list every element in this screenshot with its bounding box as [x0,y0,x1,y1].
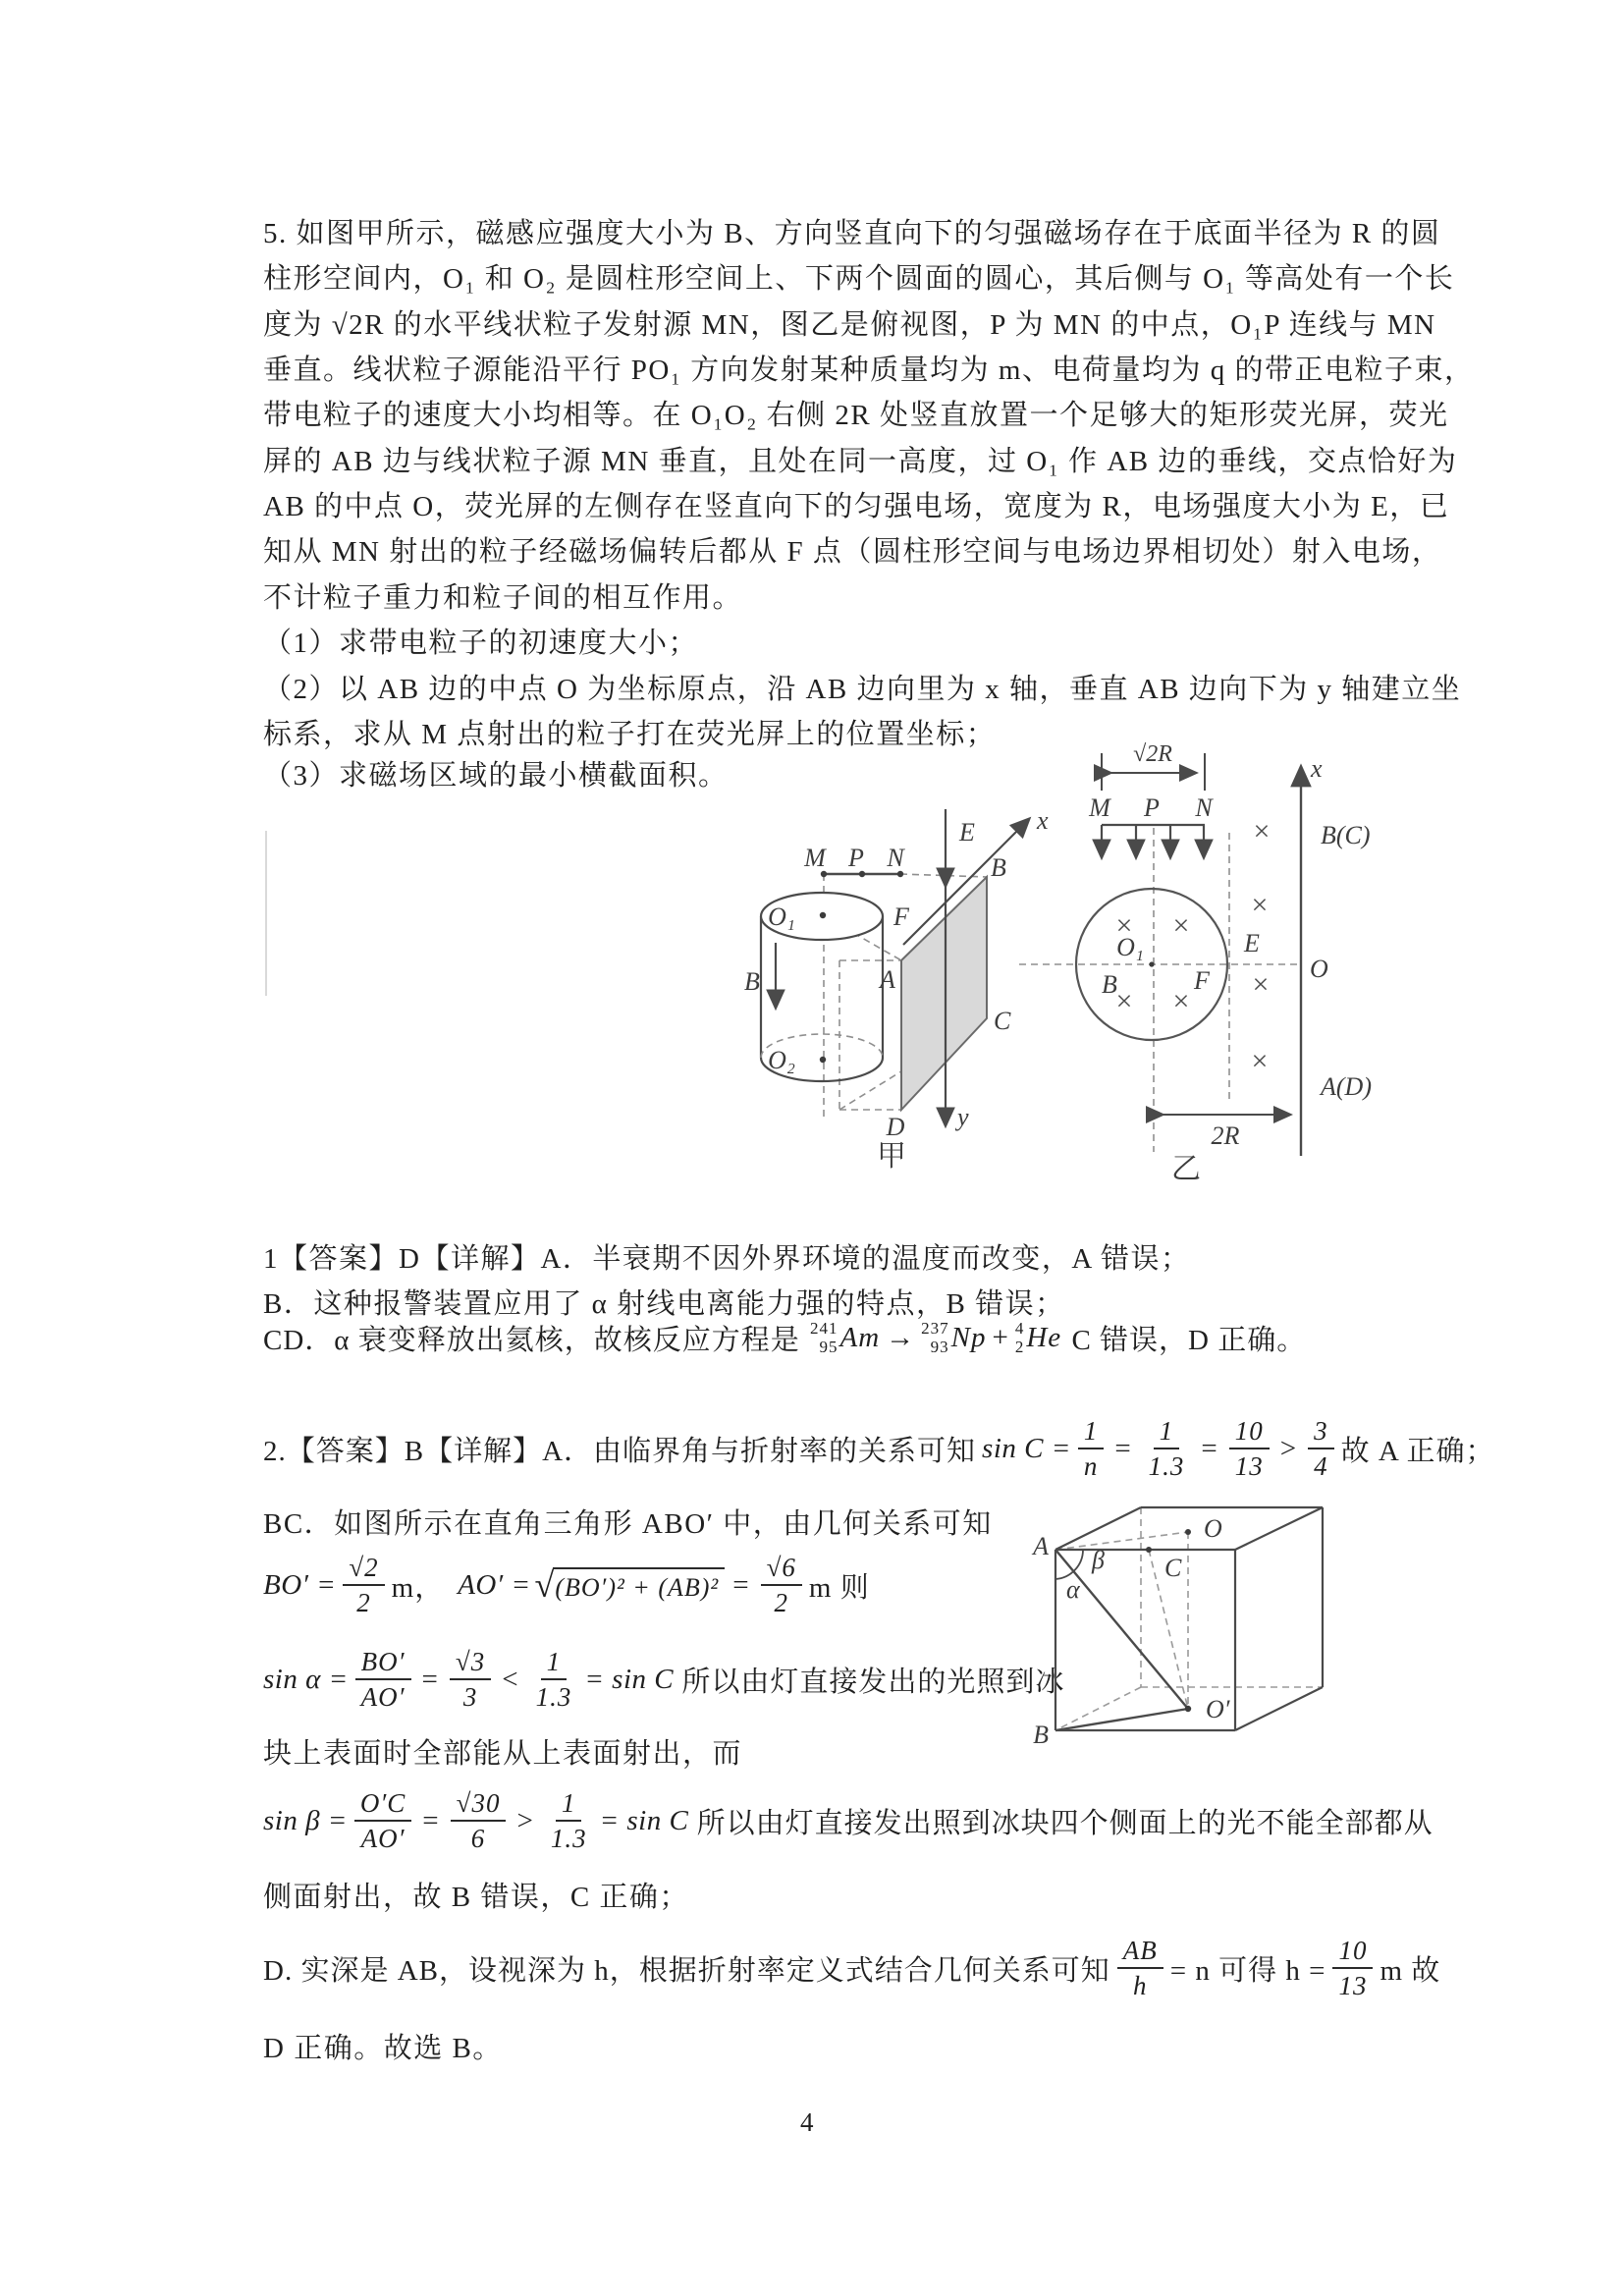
fraction: $\frac{AB}{h}$ [1117,1937,1163,2000]
question-line: 知从 MN 射出的粒子经磁场偏转后都从 F 点（圆柱形空间与电场边界相切处）射入电场， [263,536,1442,568]
equals-sign: = [422,1804,440,1836]
label-a: A [880,965,895,994]
label-a: A [1033,1532,1049,1560]
label-dim-2r: 2R [1211,1121,1240,1150]
label-f: F [893,902,909,931]
answer1-line: B．这种报警装置应用了 α 射线电离能力强的特点，B 错误； [263,1288,1065,1320]
label-m: M [1089,793,1110,822]
unit-text: m 则 [808,1571,870,1604]
question-line: 屏的 AB 边与线状粒子源 MN 垂直，且处在同一高度，过 O₁ 作 AB 边的垂线，交点恰好为 [263,446,1458,477]
atomic-number: 95 [819,1337,839,1356]
question-line: （1）求带电粒子的初速度大小； [263,628,699,659]
answer2-text: = n 可得 h = [1169,1954,1326,1987]
scan-artifact-line [265,831,267,996]
question-line: 标系，求从 M 点射出的粒子打在荧光屏上的位置坐标； [263,719,997,750]
cube-edges [1055,1507,1323,1730]
element-symbol: He [1026,1322,1062,1353]
greater-than-sign: > [1279,1432,1298,1464]
math-text: BO′ = [263,1568,337,1601]
label-b-field: B [744,967,760,996]
svg-text:×: × [1252,967,1270,1001]
reaction-arrow: → [886,1322,916,1353]
figure-yi [1011,732,1443,1198]
label-o1: O₁ [1116,933,1144,961]
question-line: 垂直。线状粒子源能沿平行 PO₁ 方向发射某种质量均为 m、电荷量均为 q 的带正电粒子束， [263,355,1475,386]
label-o2: O₂ [768,1046,795,1074]
square-root: √ (BO′)² + (AB)² [535,1567,726,1603]
svg-text:×: × [1251,1044,1269,1077]
less-than-sign: < [502,1663,519,1695]
label-b: B [1102,970,1117,999]
plus-sign: + [992,1322,1009,1353]
question-line: 5. 如图甲所示，磁感应强度大小为 B、方向竖直向下的匀强磁场存在于底面半径为 R 的圆 [263,218,1441,249]
answer2-text: 所以由灯直接发出照到冰块四个侧面上的光不能全部都从 [688,1807,1434,1839]
fraction: $\frac{1}{1.3}$ [550,1788,587,1854]
label-alpha: α [1066,1575,1080,1604]
answer2-text: 所以由灯直接发出的光照到冰 [674,1666,1065,1698]
label-m: M [804,844,826,872]
answer2-formula-alpha [263,1648,1064,1712]
mass-number: 241 [809,1318,839,1338]
fraction: $\frac{√6}{2}$ [761,1554,802,1617]
equals-sign: = [1114,1432,1132,1464]
question-line: 度为 √2R 的水平线状粒子发射源 MN，图乙是俯视图，P 为 MN 的中点，O₁P 连线与 MN [263,309,1436,341]
page-number: 4 [800,2107,814,2137]
svg-text:×: × [1172,908,1190,942]
answer1-equation-line [263,1318,1306,1358]
label-beta: β [1092,1546,1105,1574]
label-c: C [1164,1554,1182,1582]
math-text: = sin C [584,1663,675,1695]
nuclide-am [810,1320,880,1356]
label-o: O [1310,955,1328,983]
label-x: x [1311,754,1323,783]
math-text: = sin C [599,1804,689,1836]
equals-sign: = [421,1663,439,1695]
nuclide-he [1015,1320,1061,1356]
label-e: E [959,818,975,847]
fraction: $\frac{1}{n}$ [1078,1417,1105,1481]
label-p: P [848,844,864,872]
label-d: D [886,1113,905,1141]
label-e: E [1244,929,1260,957]
answer1-text: C 错误，D 正确。 [1063,1325,1307,1356]
answer2-text: D. 实深是 AB，设视深为 h，根据折射率定义式结合几何关系可知 [263,1954,1110,1987]
label-b-screen: B [991,853,1006,882]
answer2-line-d [263,1937,1440,2000]
atomic-number: 93 [930,1337,949,1356]
fraction: $\frac{1}{1.3}$ [535,1647,572,1713]
nuclide-np [921,1320,986,1356]
label-o-prime: O′ [1206,1695,1230,1723]
label-b: B [1033,1721,1049,1749]
equals-sign: = [732,1568,750,1601]
cube-hidden-edges [1055,1507,1323,1730]
circle-center-dot [1149,961,1154,966]
answer1-text: CD．α 衰变释放出氦核，故核反应方程是 [263,1325,808,1356]
mass-number: 4 [1014,1318,1025,1338]
fraction: $\frac{√2}{2}$ [343,1554,384,1617]
question-line: 带电粒子的速度大小均相等。在 O₁O₂ 右侧 2R 处竖直放置一个足够大的矩形荧光屏，荧光 [263,400,1449,431]
math-sinc: sin C = [982,1432,1071,1464]
fraction: $\frac{BO'}{AO'}$ [355,1648,411,1712]
fraction: $\frac{10}{13}$ [1229,1417,1270,1481]
answer2-line-bc: BC．如图所示在直角三角形 ABO′ 中，由几何关系可知 [263,1508,993,1540]
answer1-line: 1【答案】D【详解】A．半衰期不因外界环境的温度而改变，A 错误； [263,1243,1191,1275]
math-text: sin β = [263,1804,348,1836]
equals-sign: = [1201,1432,1218,1464]
answer2-line: D 正确。故选 B。 [263,2033,503,2064]
answer2-line: 侧面射出，故 B 错误，C 正确； [263,1882,689,1913]
label-x: x [1037,806,1049,835]
answer2-formula-bo [263,1554,870,1617]
element-symbol: Am [839,1322,881,1353]
element-symbol: Np [950,1322,987,1353]
answer2-line-a [263,1417,1494,1481]
svg-text:×: × [1251,888,1269,921]
question-line: （3）求磁场区域的最小横截面积。 [263,760,729,792]
answer2-line: 块上表面时全部能从上表面射出，而 [263,1738,743,1770]
question-line: （2）以 AB 边的中点 O 为坐标原点，沿 AB 边向里为 x 轴，垂直 AB 边向下为 y 轴建立坐 [263,674,1462,705]
question-line: 不计粒子重力和粒子间的相互作用。 [263,582,743,614]
math-text: sin α = [263,1663,349,1695]
mass-number: 237 [921,1318,949,1338]
label-f: F [1194,966,1210,995]
label-c: C [994,1007,1011,1035]
label-bc: B(C) [1321,821,1371,849]
greater-than-sign: > [516,1804,534,1836]
fraction: $\frac{O'C}{AO'}$ [354,1789,411,1853]
svg-text:×: × [1172,984,1190,1017]
label-y: y [957,1103,969,1131]
unit-text: m， [391,1571,445,1604]
svg-text:×: × [1253,814,1271,847]
math-text: AO′ = [458,1568,531,1601]
fraction: $\frac{√3}{3}$ [450,1648,491,1712]
answer2-text: 故 A 正确； [1340,1435,1495,1467]
answer2-text: 2.【答案】B【详解】A．由临界角与折射率的关系可知 [263,1435,977,1467]
fraction: $\frac{1}{1.3}$ [1148,1416,1185,1482]
label-dim-sqrt2r: √2R [1133,741,1172,767]
label-p: P [1144,793,1160,822]
label-ad: A(D) [1321,1072,1372,1101]
label-o: O [1204,1514,1222,1543]
caption-yi: 乙 [1171,1153,1201,1185]
caption-jia: 甲 [877,1140,906,1173]
question-line: 柱形空间内，O₁ 和 O₂ 是圆柱形空间上、下两个圆面的圆心，其后侧与 O₁ 等高处有一个长 [263,263,1455,295]
label-o1: O₁ [768,902,795,931]
figure-cube [1021,1488,1453,1773]
label-n: N [887,844,904,872]
answer2-text: m 故 [1380,1954,1441,1987]
answer2-formula-beta [263,1789,1434,1853]
fraction: $\frac{√30}{6}$ [451,1789,507,1853]
fraction: $\frac{10}{13}$ [1332,1937,1373,2000]
question-line: AB 的中点 O，荧光屏的左侧存在竖直向下的匀强电场，宽度为 R，电场强度大小为 E，已 [263,491,1450,522]
svg-text:×: × [1115,908,1133,942]
svg-text:×: × [1115,984,1133,1017]
label-n: N [1195,793,1213,822]
atomic-number: 2 [1014,1337,1025,1356]
fraction: $\frac{3}{4}$ [1308,1417,1334,1481]
fluorescent-screen [901,877,987,1110]
